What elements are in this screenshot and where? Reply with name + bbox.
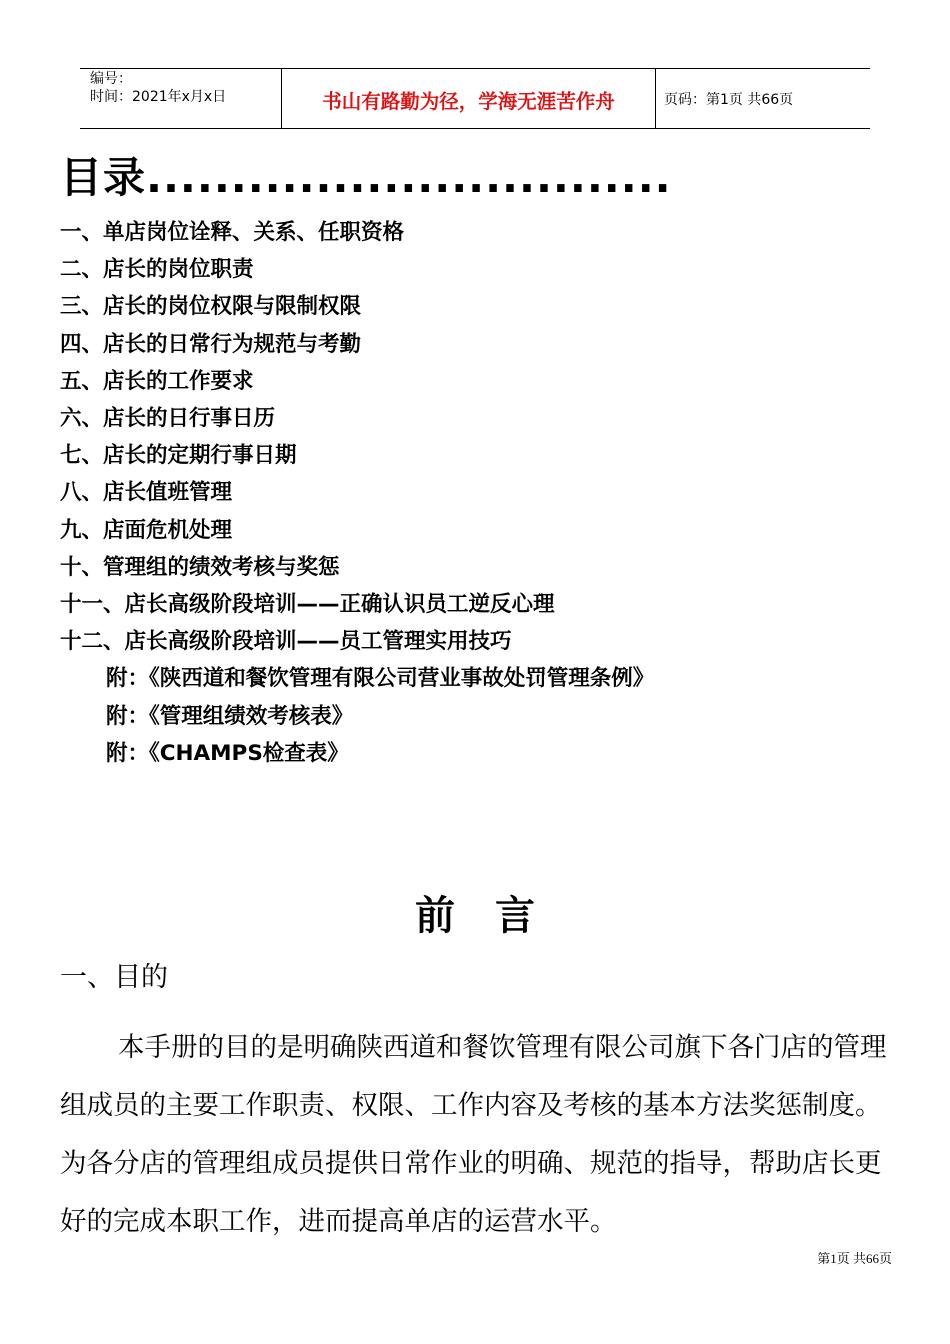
header-divider-right [655,68,656,129]
toc-item: 十二、店长高级阶段培训——员工管理实用技巧 [60,629,512,655]
toc-appendix-item: 附：《陕西道和餐饮管理有限公司营业事故处罚管理条例》 [106,666,655,692]
toc-item: 八、店长值班管理 [60,480,233,506]
header-bottom-rule [80,128,870,129]
toc-item: 九、店面危机处理 [60,517,233,543]
header-page-info: 页码：第1页 共66页 [664,92,794,108]
header-motto: 书山有路勤为径，学海无涯苦作舟 [322,90,615,113]
page-footer: 第1页 共66页 [817,1251,892,1266]
toc-item: 一、单店岗位诠释、关系、任职资格 [60,220,405,245]
toc-appendix-item: 附：《CHAMPS检查表》 [106,740,349,766]
preface-title: 前 言 [415,892,535,939]
header-number-label: 编号： [90,71,132,87]
toc-item: 七、店长的定期行事日期 [60,443,297,469]
toc-appendix-item: 附：《管理组绩效考核表》 [106,703,354,729]
header-top-rule [80,68,870,69]
purpose-paragraph: 本手册的目的是明确陕西道和餐饮管理有限公司旗下各门店的管理组成员的主要工作职责、权限、工作内容及考核的基本方法奖惩制度。为各分店的管理组成员提供日常作业的明确、规范的指导，帮助店长更好的完成本职工作，进而提高单店的运营水平。 [60,1032,887,1237]
toc-title: 目录............................... [60,153,672,202]
toc-list [60,214,654,772]
toc-item: 四、店长的日常行为规范与考勤 [60,331,362,357]
section-heading-purpose: 一、目的 [60,962,168,993]
toc-item: 三、店长的岗位权限与限制权限 [60,294,362,320]
toc-item: 五、店长的工作要求 [60,368,254,394]
toc-item: 二、店长的岗位职责 [60,257,254,283]
toc-item: 十、管理组的绩效考核与奖惩 [60,554,340,580]
toc-item: 六、店长的日行事日历 [60,406,276,432]
toc-item: 十一、店长高级阶段培训——正确认识员工逆反心理 [60,592,555,618]
header-time-label: 时间：2021年x月x日 [90,89,227,105]
